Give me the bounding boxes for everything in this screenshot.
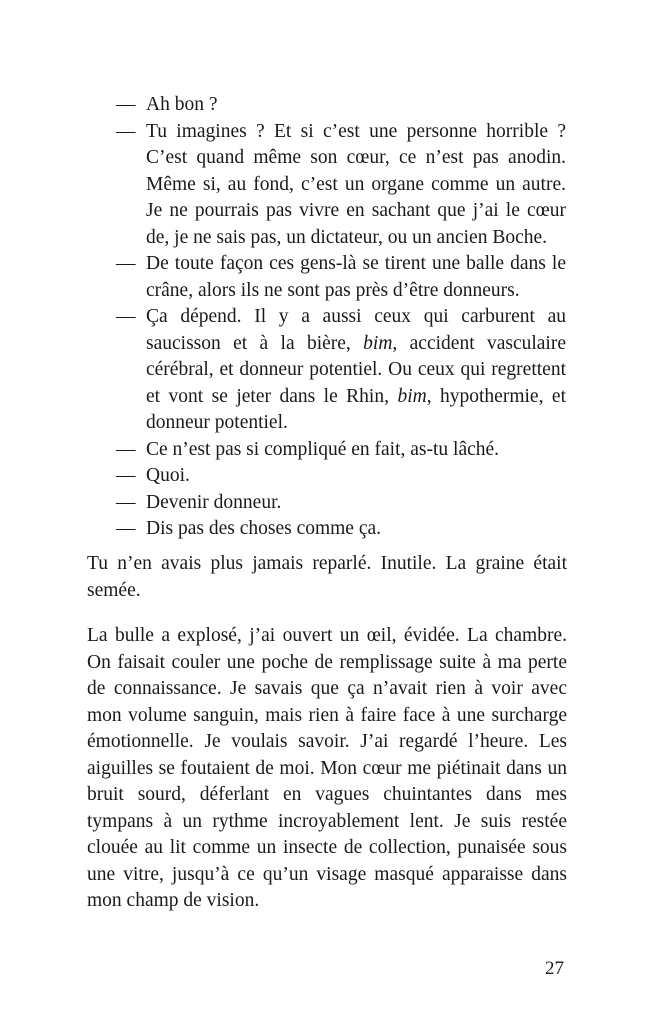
dialogue-dash: — (116, 491, 136, 513)
dialogue-text: De toute façon ces gens-là se tirent une balle dans le crâne, alors ils ne sont pas près d’être donneurs. (146, 253, 566, 301)
dialogue-dash: — (116, 306, 136, 327)
dialogue-block (116, 92, 566, 543)
dialogue-dash: — (116, 465, 136, 486)
dialogue-text: Dis pas des choses comme ça. (146, 518, 382, 539)
dialogue-dash: — (116, 518, 136, 539)
dialogue-line (116, 490, 566, 517)
dialogue-text: Devenir donneur. (146, 491, 282, 513)
dialogue-line (116, 119, 566, 252)
narrative-paragraph: La bulle a explosé, j’ai ouvert un œil, évidée. La chambre. On faisait couler une poche de remplissage suite à ma perte de connaissance. Je savais que ça n’avait rien à voir avec mon volume sanguin, mais rien à faire face à une surcharge émotionnelle. Je voulais savoir. J’ai regardé l’heure. Les aiguilles se foutaient de moi. Mon cœur me piétinait dans un bruit sourd, déferlant en vagues chuintantes dans mes tympans à un rythme incroyablement lent. Je suis restée clouée au lit comme un insecte de collection, punaisée sous une vitre, jusqu’à ce qu’un visage masqué apparaisse dans mon champ de vision. (87, 625, 567, 911)
dialogue-text: Ah bon ? (146, 94, 218, 115)
italic-word: bim (363, 332, 393, 354)
dialogue-line (116, 251, 566, 304)
dialogue-dash: — (116, 94, 136, 115)
page-number: 27 (545, 958, 564, 979)
dialogue-text: Ce n’est pas si compliqué en fait, as-tu lâché. (146, 438, 500, 460)
dialogue-text: Quoi. (146, 465, 190, 486)
italic-word: bim (397, 385, 427, 407)
dialogue-line (116, 304, 566, 437)
dialogue-text: Tu imagines ? Et si c’est une personne horrible ? C’est quand même son cœur, ce n’est pas anodin. Même si, au fond, c’est un organe comme un autre. Je ne pourrais pas vivre en sachant que j’ai le cœur de, je ne sais pas, un dictateur, ou un ancien Boche. (146, 120, 566, 248)
narrative-paragraph: Tu n’en avais plus jamais reparlé. Inutile. La graine était semée. (87, 553, 567, 601)
dialogue-dash: — (116, 253, 136, 274)
dialogue-dash: — (116, 438, 136, 460)
dialogue-dash: — (116, 120, 136, 142)
dialogue-line (116, 92, 566, 119)
dialogue-line (116, 437, 566, 464)
dialogue-line (116, 516, 566, 543)
dialogue-line (116, 463, 566, 490)
dialogue-text: Ça dépend. Il y a aussi ceux qui carburent au saucisson et à la bière, bim, accident vasculaire cérébral, et donneur potentiel. Ou ceux qui regrettent et vont se jeter dans le Rhin, bim, hypothermie, et donneur potentiel. (146, 306, 567, 433)
